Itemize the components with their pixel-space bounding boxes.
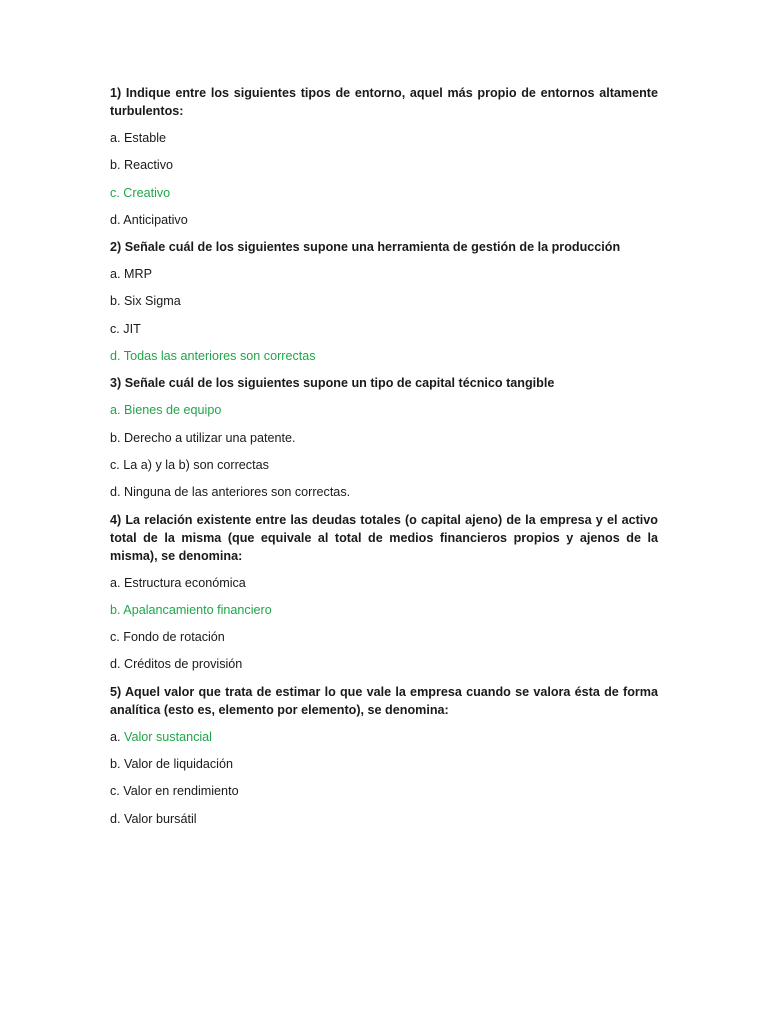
answer-option: a. MRP xyxy=(110,267,152,282)
question-block xyxy=(110,683,658,828)
answer-option: a. Estable xyxy=(110,131,167,145)
answer-option: c. La a) y la b) son correctas xyxy=(110,457,269,472)
question-text: 5) Aquel valor que trata de estimar lo que vale la empresa cuando se valora ésta de forma analítica (esto es, elemento por elemento), se denomina: xyxy=(110,684,658,717)
answer-option: d. Créditos de provisión xyxy=(110,657,243,672)
answer-option: d. Anticipativo xyxy=(110,212,188,227)
correct-answer-option: c. Creativo xyxy=(110,185,171,200)
correct-answer-option: b. Apalancamiento financiero xyxy=(110,602,272,617)
answer-option: d. Valor bursátil xyxy=(110,811,197,826)
answer-option: c. Fondo de rotación xyxy=(110,630,225,645)
correct-answer-option: a. Bienes de equipo xyxy=(110,403,222,418)
answer-option: b. Derecho a utilizar una patente. xyxy=(110,430,296,445)
answer-option: b. Six Sigma xyxy=(110,294,181,309)
answer-option: d. Ninguna de las anteriores son correctas. xyxy=(110,485,351,500)
answer-option: c. JIT xyxy=(110,321,141,336)
question-block xyxy=(110,511,658,674)
question-text: 1) Indique entre los siguientes tipos de entorno, aquel más propio de entornos altamente turbulentos: xyxy=(110,86,658,118)
question-text: 3) Señale cuál de los siguientes supone un tipo de capital técnico tangible xyxy=(110,376,555,391)
correct-answer-option: d. Todas las anteriores son correctas xyxy=(110,349,316,364)
question-block xyxy=(110,238,658,365)
answer-option: a. Estructura económica xyxy=(110,575,246,590)
question-block xyxy=(110,374,658,501)
option-prefix: a. xyxy=(110,729,125,744)
question-text: 2) Señale cuál de los siguientes supone una herramienta de gestión de la producción xyxy=(110,240,621,255)
answer-option: c. Valor en rendimiento xyxy=(110,784,239,799)
answer-option: b. Valor de liquidación xyxy=(110,757,233,772)
answer-option xyxy=(110,728,658,746)
question-block xyxy=(110,84,658,229)
quiz-document xyxy=(110,84,658,837)
correct-answer-text: Valor sustancial xyxy=(124,729,212,744)
answer-option: b. Reactivo xyxy=(110,158,173,173)
question-text: 4) La relación existente entre las deudas totales (o capital ajeno) de la empresa y el activo total de la misma (que equivale al total de medios financieros propios y ajenos de la misma), se denomina: xyxy=(110,512,658,563)
